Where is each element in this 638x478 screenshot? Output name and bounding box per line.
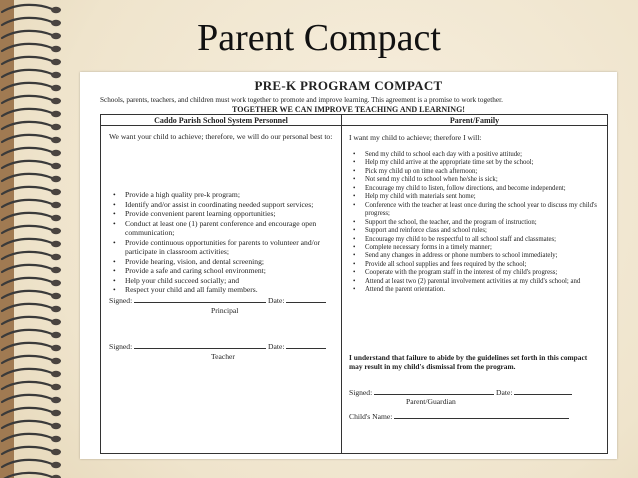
parent-statement: I understand that failure to abide by the guidelines set forth in this compact may result in my child's dismissal from the program. [349, 353, 588, 371]
child-name-row [349, 411, 569, 421]
principal-date-line[interactable] [286, 295, 326, 303]
school-column-heading: Caddo Parish School System Personnel [154, 116, 288, 125]
document-slogan: TOGETHER WE CAN IMPROVE TEACHING AND LEARNING! [232, 105, 465, 114]
header-divider [101, 125, 607, 126]
parent-intro: I want my child to achieve; therefore I will: [349, 133, 482, 142]
compact-document [80, 72, 617, 459]
parent-date-line[interactable] [514, 387, 572, 395]
principal-label: Principal [211, 306, 239, 315]
list-item: • Complete necessary forms in a timely manner; [349, 244, 599, 252]
parent-signature-row [349, 387, 572, 397]
teacher-date-line[interactable] [286, 341, 326, 349]
signed-label: Signed: [109, 296, 133, 305]
list-item: • Conference with the teacher at least once during the school year to discuss my child's progress; [349, 202, 599, 219]
list-item: • Conduct at least one (1) parent conference and encourage open communication; [109, 219, 337, 238]
list-item: • Provide a high quality pre-k program; [109, 190, 337, 200]
parent-commitments-list [349, 151, 599, 295]
list-item: • Support the school, the teacher, and the program of instruction; [349, 219, 599, 227]
document-intro: Schools, parents, teachers, and children must work together to promote and improve learning. This agreement is a promise to work together. [100, 96, 503, 104]
list-item: • Cooperate with the program staff in the interest of my child's progress; [349, 269, 599, 277]
list-item: • Provide hearing, vision, and dental screening; [109, 257, 337, 267]
date-label: Date: [268, 296, 285, 305]
compact-table [100, 114, 608, 454]
parent-guardian-label: Parent/Guardian [406, 397, 456, 406]
signed-label: Signed: [349, 388, 373, 397]
list-item: • Provide all school supplies and fees required by the school; [349, 261, 599, 269]
list-item: • Attend the parent orientation. [349, 286, 599, 294]
list-item: • Encourage my child to be respectful to all school staff and classmates; [349, 236, 599, 244]
list-item: • Provide convenient parent learning opportunities; [109, 209, 337, 219]
list-item: • Pick my child up on time each afternoon; [349, 168, 599, 176]
list-item: • Support and reinforce class and school rules; [349, 227, 599, 235]
date-label: Date: [496, 388, 513, 397]
list-item: • Identify and/or assist in coordinating needed support services; [109, 200, 337, 210]
list-item: • Help your child succeed socially; and [109, 276, 337, 286]
spiral-binding [0, 0, 70, 478]
principal-signature-row [109, 295, 326, 305]
list-item: • Attend at least two (2) parental involvement activities at my child's school; and [349, 278, 599, 286]
list-item: • Provide continuous opportunities for parents to volunteer and/or participate in classroom activities; [109, 238, 337, 257]
list-item: • Not send my child to school when he/she is sick; [349, 176, 599, 184]
teacher-signature-line[interactable] [134, 341, 266, 349]
date-label: Date: [268, 342, 285, 351]
column-divider [341, 115, 342, 453]
child-name-line[interactable] [394, 411, 569, 419]
slide-title: Parent Compact [197, 17, 441, 59]
document-title: PRE-K PROGRAM COMPACT [254, 78, 443, 93]
school-intro: We want your child to achieve; therefore, we will do our personal best to: [109, 132, 333, 141]
list-item: • Send my child to school each day with a positive attitude; [349, 151, 599, 159]
principal-signature-line[interactable] [134, 295, 266, 303]
school-commitments-list [109, 190, 337, 295]
child-name-label: Child's Name: [349, 412, 393, 421]
list-item: • Provide a safe and caring school environment; [109, 266, 337, 276]
signed-label: Signed: [109, 342, 133, 351]
list-item: • Respect your child and all family members. [109, 285, 337, 295]
list-item: • Send any changes in address or phone numbers to school immediately; [349, 252, 599, 260]
parent-column-heading: Parent/Family [449, 116, 500, 125]
list-item: • Help my child arrive at the appropriate time set by the school; [349, 159, 599, 167]
teacher-label: Teacher [211, 352, 235, 361]
list-item: • Encourage my child to listen, follow directions, and become independent; [349, 185, 599, 193]
teacher-signature-row [109, 341, 326, 351]
list-item: • Help my child with materials sent home; [349, 193, 599, 201]
parent-signature-line[interactable] [374, 387, 494, 395]
